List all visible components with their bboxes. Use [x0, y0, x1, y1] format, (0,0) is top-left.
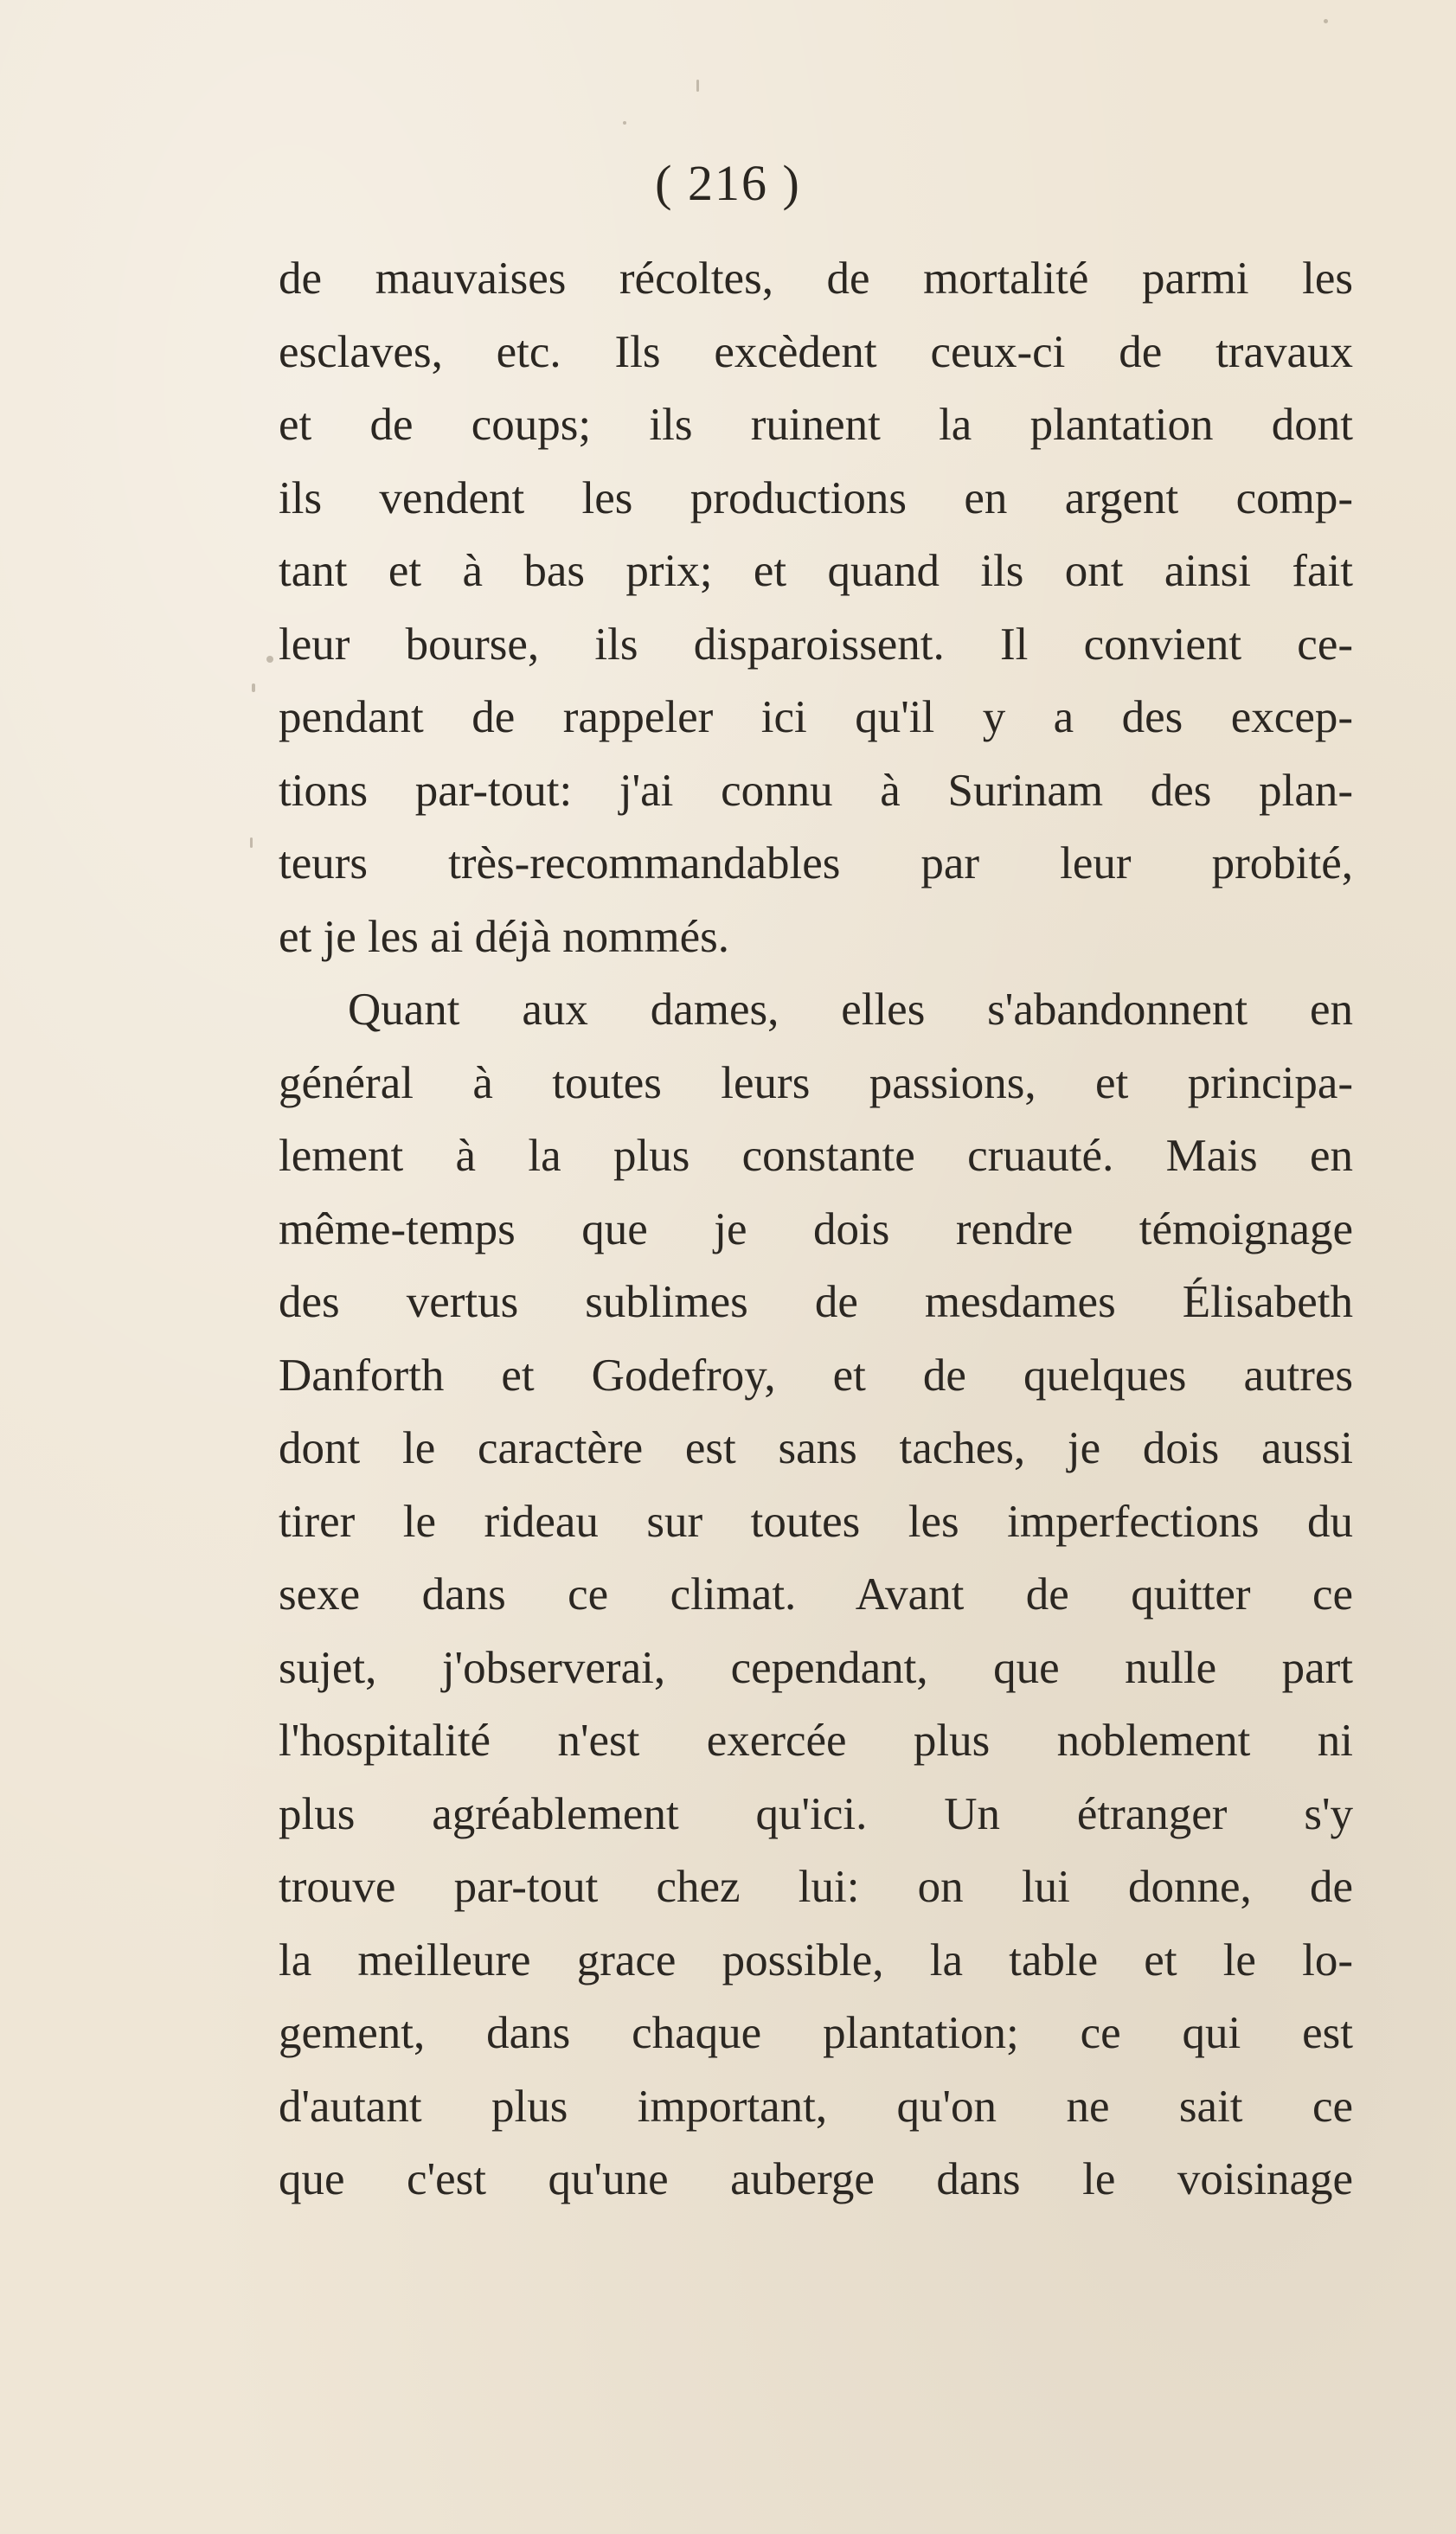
text-line: trouve par-tout chez lui: on lui donne, de — [279, 1862, 1353, 1912]
text-line: des vertus sublimes de mesdames Élisabeth — [279, 1277, 1353, 1327]
text-line: esclaves, etc. Ils excèdent ceux-ci de travaux — [279, 326, 1353, 377]
text-line: plus agréablement qu'ici. Un étranger s'y — [279, 1788, 1353, 1839]
text-line: lement à la plus constante cruauté. Mais en — [279, 1131, 1353, 1181]
text-line: tirer le rideau sur toutes les imperfections du — [279, 1496, 1353, 1547]
text-line: l'hospitalité n'est exercée plus noblement ni — [279, 1716, 1353, 1766]
paper-speck — [623, 121, 626, 125]
text-line: général à toutes leurs passions, et principa- — [279, 1057, 1353, 1108]
text-line: d'autant plus important, qu'on ne sait ce — [279, 2081, 1353, 2132]
text-line: ils vendent les productions en argent comp- — [279, 472, 1353, 523]
text-line: et de coups; ils ruinent la plantation dont — [279, 400, 1353, 450]
text-line: dont le caractère est sans taches, je dois aussi — [279, 1423, 1353, 1473]
paper-speck — [250, 837, 253, 848]
text-line: tions par-tout: j'ai connu à Surinam des plan- — [279, 765, 1353, 816]
text-line: la meilleure grace possible, la table et le lo- — [279, 1934, 1353, 1986]
page-number: ( 216 ) — [655, 155, 801, 211]
paragraph-first-line: Quant aux dames, elles s'abandonnent en — [348, 985, 1353, 1035]
text-line: tant et à bas prix; et quand ils ont ainsi fait — [279, 546, 1353, 596]
text-line: sujet, j'observerai, cependant, que nulle part — [279, 1642, 1353, 1693]
text-line: gement, dans chaque plantation; ce qui est — [279, 2008, 1353, 2058]
text-line: de mauvaises récoltes, de mortalité parmi les — [279, 253, 1353, 304]
text-line: pendant de rappeler ici qu'il y a des excep- — [279, 692, 1353, 742]
paper-speck — [266, 656, 273, 663]
text-line: sexe dans ce climat. Avant de quitter ce — [279, 1569, 1353, 1620]
paper-speck — [252, 683, 255, 692]
text-line: leur bourse, ils disparoissent. Il convient ce- — [279, 619, 1353, 670]
text-line: et je les ai déjà nommés. — [279, 911, 729, 962]
text-line: même-temps que je dois rendre témoignage — [279, 1203, 1353, 1254]
body-text — [279, 242, 1353, 2216]
text-line: que c'est qu'une auberge dans le voisinage — [279, 2154, 1353, 2204]
text-line: Danforth et Godefroy, et de quelques autres — [279, 1350, 1353, 1401]
paper-speck — [1324, 19, 1328, 23]
paper-speck — [696, 80, 699, 92]
text-line: teurs très-recommandables par leur probité, — [279, 838, 1353, 889]
